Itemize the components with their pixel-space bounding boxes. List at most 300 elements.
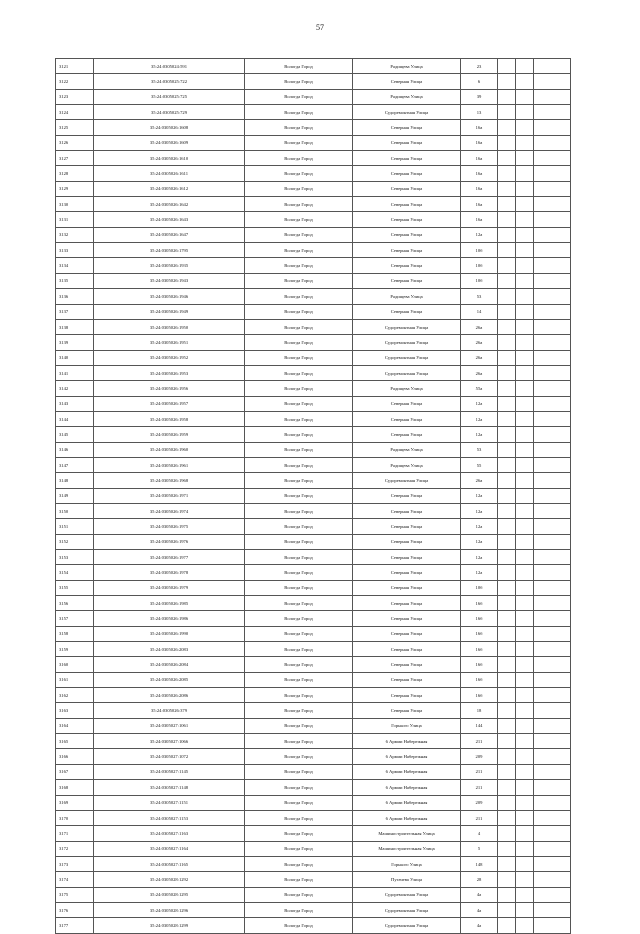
street-cell: Машиностроительная Улица [353,841,461,856]
row-number-cell: 3166 [56,749,94,764]
city-cell: Вологда Город [245,580,353,595]
table-row [56,841,571,856]
table-row [56,427,571,442]
street-cell: Судоремонтная Улица [353,335,461,350]
table-row [56,611,571,626]
cadastral-number-cell: 35:24:0305028:1295 [94,887,245,902]
table-row [56,120,571,135]
cadastral-number-cell: 35:24:0305026:1957 [94,396,245,411]
cadastral-number-cell: 35:24:0305026:1975 [94,519,245,534]
house-cell: 12а [461,396,498,411]
table-row [56,672,571,687]
empty-cell [516,503,534,518]
table-row [56,642,571,657]
empty-cell [516,89,534,104]
house-cell: 26а [461,319,498,334]
street-cell: 6 Армии Набережная [353,795,461,810]
cadastral-number-cell: 35:24:0305026:1974 [94,503,245,518]
row-number-cell: 3156 [56,596,94,611]
street-cell: Машиностроительная Улица [353,826,461,841]
empty-cell [516,258,534,273]
table-row [56,105,571,120]
house-cell: 16б [461,611,498,626]
street-cell: Северная Улица [353,120,461,135]
empty-cell [534,534,571,549]
street-cell: Судоремонтная Улица [353,902,461,917]
empty-cell [534,89,571,104]
street-cell: Северная Улица [353,273,461,288]
table-row [56,442,571,457]
city-cell: Вологда Город [245,764,353,779]
empty-cell [516,657,534,672]
street-cell: Северная Улица [353,74,461,89]
empty-cell [534,856,571,871]
city-cell: Вологда Город [245,243,353,258]
street-cell: Судоремонтная Улица [353,365,461,380]
row-number-cell: 3135 [56,273,94,288]
empty-cell [516,381,534,396]
empty-cell [516,534,534,549]
cadastral-number-cell: 35:24:0305026:1795 [94,243,245,258]
table-row [56,918,571,933]
empty-cell [516,365,534,380]
house-cell: 23 [461,59,498,74]
cadastral-number-cell: 35:24:0305025:729 [94,105,245,120]
cadastral-number-cell: 35:24:0305027:1061 [94,718,245,733]
table-row [56,212,571,227]
empty-cell [534,749,571,764]
empty-cell [516,826,534,841]
row-number-cell: 3127 [56,151,94,166]
empty-cell [534,550,571,565]
city-cell: Вологда Город [245,810,353,825]
empty-cell [498,734,516,749]
row-number-cell: 3165 [56,734,94,749]
empty-cell [498,273,516,288]
city-cell: Вологда Город [245,304,353,319]
house-cell: 53 [461,289,498,304]
table-row [56,89,571,104]
table-row [56,151,571,166]
empty-cell [534,688,571,703]
empty-cell [498,672,516,687]
house-cell: 16б [461,688,498,703]
street-cell: Судоремонтная Улица [353,105,461,120]
street-cell: Радищева Улица [353,59,461,74]
house-cell: 28 [461,872,498,887]
table-row [56,580,571,595]
row-number-cell: 3144 [56,411,94,426]
street-cell: Северная Улица [353,580,461,595]
street-cell: Северная Улица [353,703,461,718]
empty-cell [534,473,571,488]
cadastral-number-cell: 35:24:0305026:1611 [94,166,245,181]
cadastral-number-cell: 35:24:0305026:1979 [94,580,245,595]
empty-cell [498,918,516,933]
cadastral-number-cell: 35:24:0305026:1990 [94,626,245,641]
city-cell: Вологда Город [245,319,353,334]
city-cell: Вологда Город [245,611,353,626]
row-number-cell: 3136 [56,289,94,304]
empty-cell [534,135,571,150]
table-row [56,795,571,810]
house-cell: 12а [461,534,498,549]
empty-cell [516,718,534,733]
street-cell: Горького Улица [353,718,461,733]
cadastral-number-cell: 35:24:0305027:1066 [94,734,245,749]
street-cell: Северная Улица [353,626,461,641]
empty-cell [516,703,534,718]
row-number-cell: 3142 [56,381,94,396]
table-row [56,365,571,380]
city-cell: Вологда Город [245,273,353,288]
empty-cell [516,319,534,334]
street-cell: Северная Улица [353,197,461,212]
city-cell: Вологда Город [245,166,353,181]
house-cell: 4а [461,918,498,933]
row-number-cell: 3172 [56,841,94,856]
street-cell: Северная Улица [353,503,461,518]
street-cell: Северная Улица [353,212,461,227]
empty-cell [534,273,571,288]
empty-cell [498,519,516,534]
empty-cell [516,59,534,74]
street-cell: Северная Улица [353,258,461,273]
house-cell: 26а [461,365,498,380]
empty-cell [498,365,516,380]
table-row [56,488,571,503]
cadastral-number-cell: 35:24:0305026:1935 [94,258,245,273]
empty-cell [516,181,534,196]
empty-cell [498,289,516,304]
empty-cell [516,105,534,120]
city-cell: Вологда Город [245,396,353,411]
empty-cell [534,887,571,902]
empty-cell [534,457,571,472]
row-number-cell: 3146 [56,442,94,457]
table-row [56,565,571,580]
house-cell: 6 [461,74,498,89]
city-cell: Вологда Город [245,718,353,733]
row-number-cell: 3175 [56,887,94,902]
empty-cell [534,780,571,795]
house-cell: 16а [461,135,498,150]
empty-cell [516,918,534,933]
cadastral-number-cell: 35:24:0305024:591 [94,59,245,74]
row-number-cell: 3133 [56,243,94,258]
city-cell: Вологда Город [245,212,353,227]
empty-cell [534,227,571,242]
empty-cell [498,887,516,902]
row-number-cell: 3121 [56,59,94,74]
empty-cell [534,59,571,74]
table-row [56,457,571,472]
empty-cell [534,335,571,350]
row-number-cell: 3129 [56,181,94,196]
city-cell: Вологда Город [245,473,353,488]
house-cell: 12а [461,519,498,534]
house-cell: 53 [461,442,498,457]
house-cell: 16а [461,181,498,196]
street-cell: Северная Улица [353,657,461,672]
empty-cell [498,319,516,334]
table-row [56,734,571,749]
empty-cell [534,795,571,810]
city-cell: Вологда Город [245,841,353,856]
empty-cell [498,626,516,641]
street-cell: 6 Армии Набережная [353,764,461,779]
row-number-cell: 3122 [56,74,94,89]
cadastral-number-cell: 35:24:0305026:1952 [94,350,245,365]
empty-cell [516,887,534,902]
registry-table [55,58,571,934]
empty-cell [534,611,571,626]
empty-cell [498,442,516,457]
row-number-cell: 3177 [56,918,94,933]
cadastral-number-cell: 35:24:0305026:1647 [94,227,245,242]
street-cell: Северная Улица [353,642,461,657]
city-cell: Вологда Город [245,749,353,764]
house-cell: 16б [461,596,498,611]
cadastral-number-cell: 35:24:0305026:1960 [94,442,245,457]
cadastral-number-cell: 35:24:0305027:1148 [94,780,245,795]
city-cell: Вологда Город [245,918,353,933]
empty-cell [498,841,516,856]
empty-cell [534,918,571,933]
row-number-cell: 3143 [56,396,94,411]
row-number-cell: 3125 [56,120,94,135]
city-cell: Вологда Город [245,626,353,641]
cadastral-number-cell: 35:24:0305026:1953 [94,365,245,380]
house-cell: 16а [461,120,498,135]
house-cell: 4а [461,887,498,902]
empty-cell [498,550,516,565]
house-cell: 13 [461,105,498,120]
row-number-cell: 3169 [56,795,94,810]
empty-cell [498,120,516,135]
empty-cell [534,365,571,380]
empty-cell [498,749,516,764]
empty-cell [534,718,571,733]
empty-cell [534,841,571,856]
table-row [56,550,571,565]
street-cell: Радищева Улица [353,457,461,472]
empty-cell [534,642,571,657]
empty-cell [534,503,571,518]
row-number-cell: 3124 [56,105,94,120]
street-cell: Северная Улица [353,550,461,565]
empty-cell [498,457,516,472]
empty-cell [516,580,534,595]
table-body [56,59,571,934]
house-cell: 16а [461,166,498,181]
row-number-cell: 3157 [56,611,94,626]
city-cell: Вологда Город [245,488,353,503]
house-cell: 16а [461,212,498,227]
empty-cell [534,427,571,442]
row-number-cell: 3150 [56,503,94,518]
street-cell: Судоремонтная Улица [353,473,461,488]
cadastral-number-cell: 35:24:0305026:379 [94,703,245,718]
empty-cell [498,611,516,626]
empty-cell [516,672,534,687]
table-row [56,289,571,304]
house-cell: 16б [461,642,498,657]
cadastral-number-cell: 35:24:0305026:1968 [94,473,245,488]
empty-cell [498,74,516,89]
table-row [56,503,571,518]
row-number-cell: 3131 [56,212,94,227]
empty-cell [498,780,516,795]
empty-cell [534,826,571,841]
empty-cell [498,258,516,273]
empty-cell [498,427,516,442]
empty-cell [498,166,516,181]
row-number-cell: 3153 [56,550,94,565]
street-cell: Северная Улица [353,534,461,549]
cadastral-number-cell: 35:24:0305026:2084 [94,657,245,672]
table-row [56,304,571,319]
house-cell: 12а [461,227,498,242]
cadastral-number-cell: 35:24:0305026:2083 [94,642,245,657]
city-cell: Вологда Город [245,365,353,380]
row-number-cell: 3134 [56,258,94,273]
empty-cell [534,872,571,887]
empty-cell [498,688,516,703]
empty-cell [516,795,534,810]
house-cell: 4а [461,902,498,917]
row-number-cell: 3158 [56,626,94,641]
city-cell: Вологда Город [245,550,353,565]
empty-cell [498,151,516,166]
street-cell: Радищева Улица [353,89,461,104]
empty-cell [498,350,516,365]
empty-cell [534,74,571,89]
empty-cell [534,703,571,718]
empty-cell [516,872,534,887]
city-cell: Вологда Город [245,289,353,304]
empty-cell [534,672,571,687]
row-number-cell: 3160 [56,657,94,672]
cadastral-number-cell: 35:24:0305026:1943 [94,273,245,288]
cadastral-number-cell: 35:24:0305026:1956 [94,381,245,396]
house-cell: 16а [461,151,498,166]
empty-cell [534,626,571,641]
house-cell: 12а [461,411,498,426]
empty-cell [516,166,534,181]
row-number-cell: 3147 [56,457,94,472]
empty-cell [534,519,571,534]
row-number-cell: 3140 [56,350,94,365]
street-cell: Северная Улица [353,396,461,411]
empty-cell [498,197,516,212]
street-cell: 6 Армии Набережная [353,734,461,749]
house-cell: 10б [461,243,498,258]
row-number-cell: 3163 [56,703,94,718]
empty-cell [534,657,571,672]
house-cell: 148 [461,856,498,871]
house-cell: 211 [461,764,498,779]
empty-cell [516,243,534,258]
empty-cell [498,657,516,672]
street-cell: Северная Улица [353,611,461,626]
city-cell: Вологда Город [245,534,353,549]
cadastral-number-cell: 35:24:0305026:1949 [94,304,245,319]
table-row [56,596,571,611]
empty-cell [534,764,571,779]
table-row [56,396,571,411]
city-cell: Вологда Город [245,411,353,426]
table-row [56,534,571,549]
street-cell: Судоремонтная Улица [353,350,461,365]
table-row [56,749,571,764]
row-number-cell: 3130 [56,197,94,212]
cadastral-number-cell: 35:24:0305027:1072 [94,749,245,764]
cadastral-number-cell: 35:24:0305027:1165 [94,856,245,871]
street-cell: Судоремонтная Улица [353,887,461,902]
row-number-cell: 3167 [56,764,94,779]
empty-cell [516,596,534,611]
table-row [56,411,571,426]
empty-cell [498,89,516,104]
house-cell: 209 [461,749,498,764]
row-number-cell: 3154 [56,565,94,580]
empty-cell [534,181,571,196]
row-number-cell: 3137 [56,304,94,319]
city-cell: Вологда Город [245,780,353,795]
house-cell: 26а [461,473,498,488]
cadastral-number-cell: 35:24:0305026:1959 [94,427,245,442]
cadastral-number-cell: 35:24:0305026:1642 [94,197,245,212]
cadastral-number-cell: 35:24:0305027:1163 [94,826,245,841]
row-number-cell: 3174 [56,872,94,887]
street-cell: Пугачева Улица [353,872,461,887]
empty-cell [498,580,516,595]
empty-cell [516,688,534,703]
empty-cell [516,289,534,304]
cadastral-number-cell: 35:24:0305026:1608 [94,120,245,135]
cadastral-number-cell: 35:24:0305025:722 [94,74,245,89]
empty-cell [516,642,534,657]
empty-cell [534,396,571,411]
table-row [56,74,571,89]
table-row [56,657,571,672]
city-cell: Вологда Город [245,135,353,150]
street-cell: Северная Улица [353,151,461,166]
street-cell: 6 Армии Набережная [353,810,461,825]
city-cell: Вологда Город [245,688,353,703]
street-cell: Северная Улица [353,304,461,319]
empty-cell [534,105,571,120]
cadastral-number-cell: 35:24:0305026:2085 [94,672,245,687]
house-cell: 10б [461,580,498,595]
empty-cell [498,810,516,825]
table-row [56,273,571,288]
row-number-cell: 3132 [56,227,94,242]
street-cell: Северная Улица [353,427,461,442]
empty-cell [534,350,571,365]
street-cell: Судоремонтная Улица [353,918,461,933]
cadastral-number-cell: 35:24:0305026:2086 [94,688,245,703]
cadastral-number-cell: 35:24:0305026:1643 [94,212,245,227]
house-cell: 14 [461,304,498,319]
house-cell: 55а [461,381,498,396]
row-number-cell: 3152 [56,534,94,549]
empty-cell [498,396,516,411]
empty-cell [498,872,516,887]
empty-cell [498,135,516,150]
house-cell: 26а [461,335,498,350]
